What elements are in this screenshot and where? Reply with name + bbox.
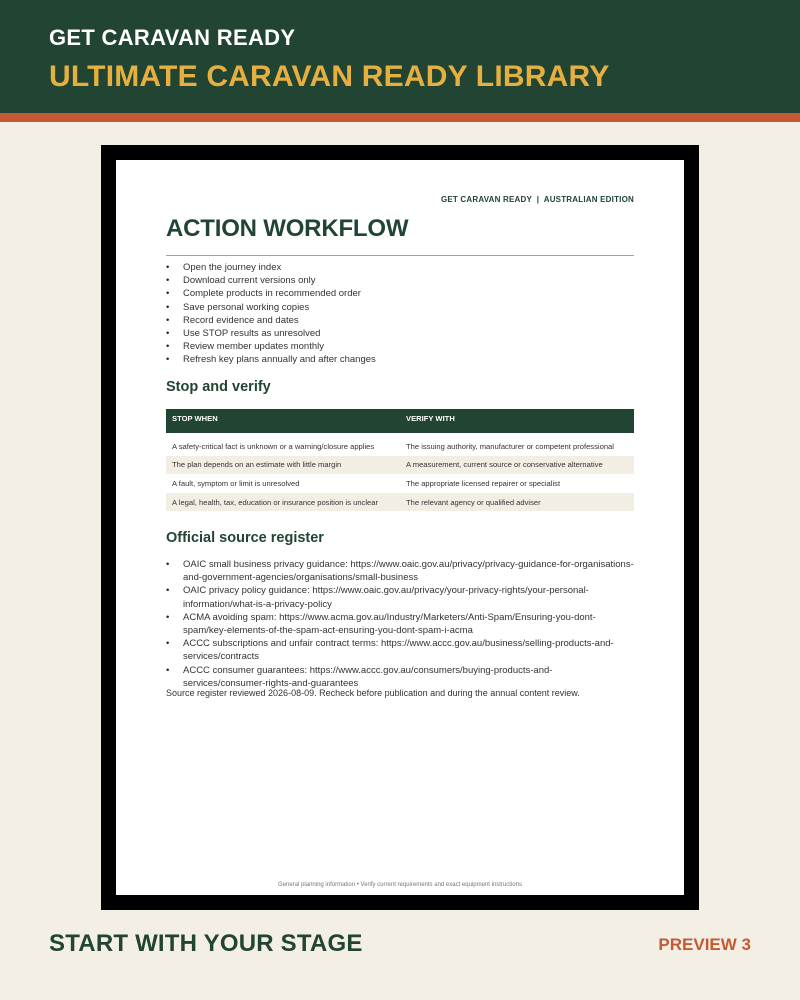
table-cell: A fault, symptom or limit is unresolved bbox=[172, 478, 300, 488]
page-footer: General planning information • Verify current requirements and exact equipment instructions bbox=[278, 882, 522, 888]
workflow-list bbox=[166, 261, 634, 367]
table-cell: A legal, health, tax, education or insurance position is unclear bbox=[166, 493, 400, 512]
table-row bbox=[166, 474, 634, 493]
table-header-row bbox=[166, 409, 634, 433]
page-title: ACTION WORKFLOW bbox=[166, 215, 409, 242]
list-item: • OAIC privacy policy guidance: https://www.oaic.gov.au/privacy/your-privacy-rights/your-personal-information/what-is-a-privacy-policy bbox=[166, 584, 634, 610]
running-head: GET CARAVAN READY | AUSTRALIAN EDITION bbox=[440, 195, 634, 204]
table-cell: The plan depends on an estimate with little margin bbox=[166, 456, 400, 475]
list-item: • ACCC consumer guarantees: https://www.accc.gov.au/consumers/buying-products-and-services/consumer-rights-and-guarantees bbox=[166, 664, 634, 690]
brand-name: GET CARAVAN READY bbox=[49, 25, 296, 50]
list-item: • Complete products in recommended order bbox=[166, 287, 634, 300]
table-cell: The appropriate licensed repairer or specialist bbox=[406, 478, 561, 488]
table-cell: A safety-critical fact is unknown or a warning/closure applies bbox=[172, 441, 375, 451]
column-header: STOP WHEN bbox=[166, 409, 400, 433]
document-preview-frame bbox=[101, 145, 699, 910]
table-cell: The relevant agency or qualified adviser bbox=[400, 493, 634, 512]
list-item: • Download current versions only bbox=[166, 274, 634, 287]
title-divider bbox=[166, 255, 634, 256]
library-title: ULTIMATE CARAVAN READY LIBRARY bbox=[49, 60, 610, 93]
table-cell: The issuing authority, manufacturer or competent professional bbox=[406, 441, 614, 451]
list-item: • OAIC small business privacy guidance: https://www.oaic.gov.au/privacy/privacy-guidance-for-organisations-and-government-agencies/organisations/small-business bbox=[166, 558, 634, 584]
stage-call-to-action: START WITH YOUR STAGE bbox=[49, 930, 363, 957]
list-item: • ACMA avoiding spam: https://www.acma.gov.au/Industry/Marketers/Anti-Spam/Ensuring-you-dont-spam/key-elements-of-the-spam-act-ensuring-you-dont-spam-i-acma bbox=[166, 611, 634, 637]
preview-label: PREVIEW 3 bbox=[658, 935, 751, 954]
document-page bbox=[116, 160, 684, 895]
list-item: • Review member updates monthly bbox=[166, 340, 634, 353]
stop-verify-heading: Stop and verify bbox=[166, 379, 271, 395]
column-header: VERIFY WITH bbox=[400, 409, 634, 433]
list-item: • Refresh key plans annually and after changes bbox=[166, 353, 634, 366]
table-row bbox=[166, 437, 634, 456]
list-item: • ACCC subscriptions and unfair contract terms: https://www.accc.gov.au/business/selling-products-and-services/contracts bbox=[166, 637, 634, 663]
stop-verify-table bbox=[166, 409, 634, 511]
source-register-heading: Official source register bbox=[166, 530, 324, 546]
list-item: • Use STOP results as unresolved bbox=[166, 327, 634, 340]
header-banner bbox=[0, 0, 800, 113]
list-item: • Record evidence and dates bbox=[166, 314, 634, 327]
source-register-list bbox=[166, 558, 634, 690]
table-row bbox=[166, 493, 634, 512]
table-cell: A measurement, current source or conservative alternative bbox=[400, 456, 634, 475]
table-row bbox=[166, 456, 634, 475]
source-review-note: Source register reviewed 2026-08-09. Recheck before publication and during the annual content review. bbox=[166, 688, 580, 698]
header-accent-stripe bbox=[0, 113, 800, 122]
list-item: • Open the journey index bbox=[166, 261, 634, 274]
list-item: • Save personal working copies bbox=[166, 301, 634, 314]
